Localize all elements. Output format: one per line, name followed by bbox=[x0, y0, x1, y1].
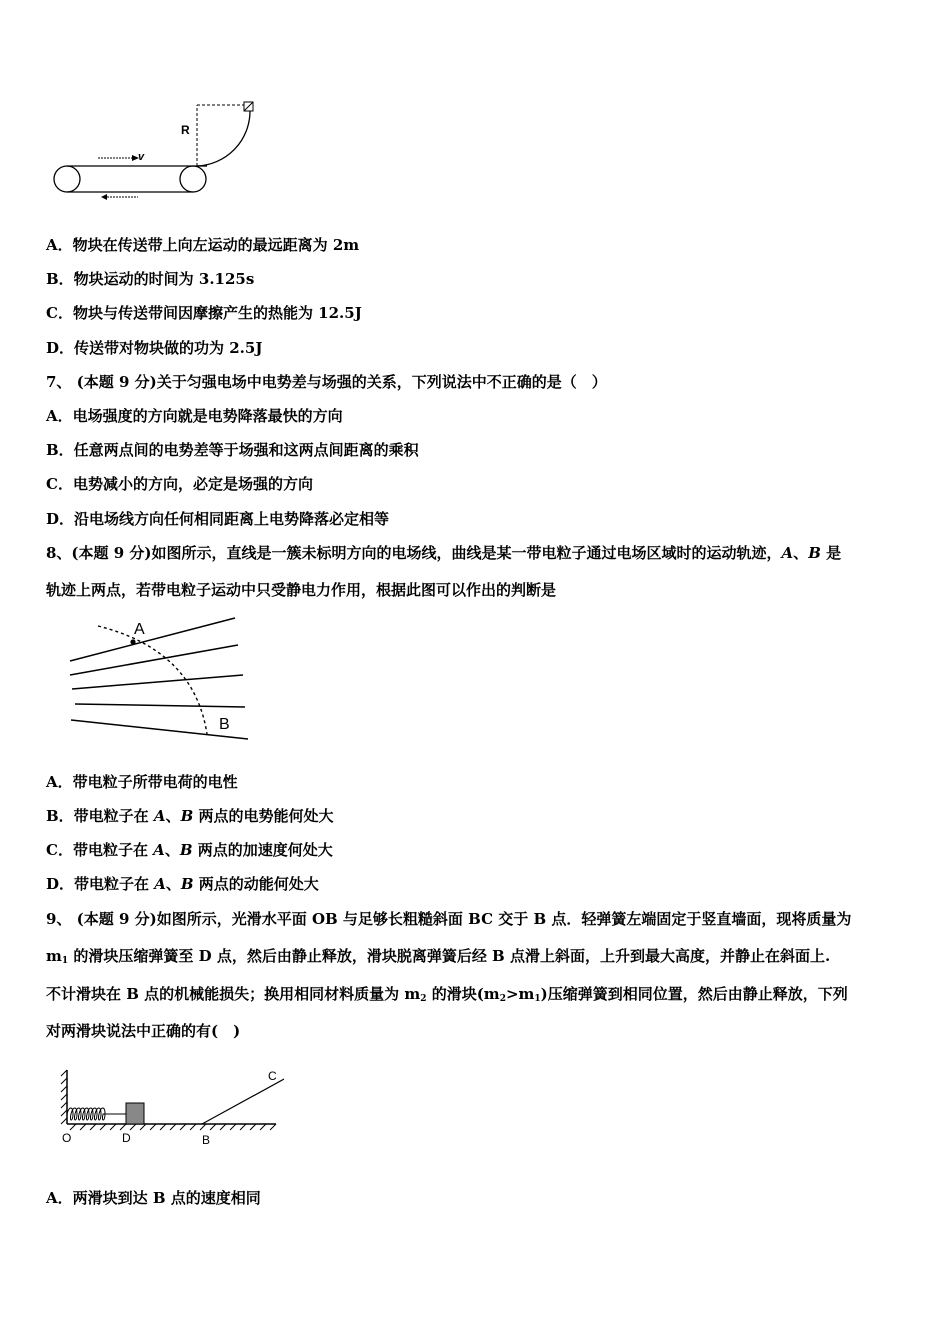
q6-option-c: C．物块与传送带间因摩擦产生的热能为 12.5J bbox=[46, 304, 362, 322]
point-a-dot bbox=[130, 639, 135, 644]
radius-label: R bbox=[181, 123, 190, 137]
slider-block bbox=[126, 1103, 144, 1124]
q8-option-b-post: 两点的电势能何处大 bbox=[193, 807, 334, 825]
separator: 、 bbox=[793, 544, 809, 562]
point-a-label: A bbox=[153, 807, 166, 825]
q8-option-b-pre: B．带电粒子在 bbox=[46, 807, 154, 825]
q7-option-c: C．电势减小的方向，必定是场强的方向 bbox=[46, 475, 313, 493]
point-b-text: B bbox=[219, 716, 230, 733]
subscript-1: 1 bbox=[61, 956, 69, 966]
q7-option-a: A．电场强度的方向就是电势降落最快的方向 bbox=[46, 407, 343, 425]
subscript-2: 2 bbox=[420, 994, 427, 1004]
separator: 、 bbox=[165, 875, 181, 893]
point-a-label: A bbox=[154, 875, 166, 893]
separator: 、 bbox=[165, 807, 181, 825]
point-b-label: B bbox=[808, 544, 821, 562]
q9-stem-line1: 9、 (本题 9 分)如图所示，光滑水平面 OB 与足够长粗糙斜面 BC 交于 B 点．轻弹簧左端固定于竖直墙面，现将质量为 bbox=[46, 910, 852, 928]
q7-option-d: D．沿电场线方向任何相同距离上电势降落必定相等 bbox=[46, 510, 390, 528]
conveyor-belt-figure bbox=[50, 98, 265, 206]
q9-stem-line4: 对两滑块说法中正确的有( ) bbox=[46, 1022, 241, 1040]
q8-option-c-pre: C．带电粒子在 bbox=[46, 841, 154, 859]
point-b-label: B bbox=[180, 807, 194, 825]
subscript-2: 2 bbox=[499, 994, 506, 1004]
label-o: O bbox=[62, 1131, 72, 1145]
q9-stem-line2 bbox=[46, 946, 830, 971]
q7-stem: 7、 (本题 9 分)关于匀强电场中电势差与场强的关系，下列说法中不正确的是（ ） bbox=[46, 373, 607, 391]
top-block-hatch bbox=[244, 102, 253, 111]
q8-stem-tail: 是 bbox=[820, 544, 842, 562]
q8-option-c-post: 两点的加速度何处大 bbox=[192, 841, 333, 859]
separator: 、 bbox=[164, 841, 180, 859]
q8-stem-line2: 轨迹上两点，若带电粒子运动中只受静电力作用，根据此图可以作出的判断是 bbox=[46, 581, 557, 599]
q9-line3-mid: 的滑块(m bbox=[426, 985, 500, 1003]
q8-option-d-pre: D．带电粒子在 bbox=[46, 875, 155, 893]
q6-option-b: B．物块运动的时间为 3.125s bbox=[46, 270, 255, 288]
quarter-circle-track bbox=[197, 111, 250, 166]
q9-line2-rest: 的滑块压缩弹簧至 D 点，然后由静止释放，滑块脱离弹簧后经 B 点滑上斜面，上升到最大高度，并静止在斜面上. bbox=[68, 947, 831, 965]
point-a-text: A bbox=[134, 621, 145, 638]
mass-m: m bbox=[46, 947, 62, 965]
q9-line3-post: )压缩弹簧到相同位置，然后由静止释放，下列 bbox=[540, 985, 848, 1003]
q8-stem-text: 8、(本题 9 分)如图所示，直线是一簇未标明方向的电场线，曲线是某一带电粒子通过电场区域时的运动轨迹， bbox=[46, 544, 782, 562]
left-pulley bbox=[54, 166, 80, 192]
velocity-label: v bbox=[138, 151, 145, 163]
wall-hatch bbox=[61, 1070, 67, 1124]
point-a-label: A bbox=[153, 841, 165, 859]
q6-option-a: A．物块在传送带上向左运动的最远距离为 2m bbox=[46, 236, 360, 254]
point-b-label: B bbox=[179, 841, 193, 859]
point-b-label: B bbox=[180, 875, 194, 893]
q9-stem-line3 bbox=[46, 984, 848, 1009]
return-arrow-head bbox=[101, 194, 107, 200]
ground-hatch bbox=[70, 1124, 276, 1130]
right-pulley bbox=[180, 166, 206, 192]
field-line-4 bbox=[75, 704, 245, 707]
incline-bc bbox=[202, 1078, 284, 1124]
q9-option-a: A．两滑块到达 B 点的速度相同 bbox=[46, 1189, 261, 1207]
field-line-3 bbox=[72, 675, 243, 689]
q8-option-c bbox=[46, 840, 333, 860]
field-line-1 bbox=[70, 618, 235, 661]
spring bbox=[67, 1108, 126, 1120]
label-b: B bbox=[202, 1133, 211, 1147]
q6-option-d: D．传送带对物块做的功为 2.5J bbox=[46, 339, 263, 357]
subscript-1: 1 bbox=[534, 994, 541, 1004]
point-a-label: A bbox=[781, 544, 794, 562]
q9-line3-gt: >m bbox=[505, 985, 535, 1003]
label-d: D bbox=[122, 1131, 131, 1145]
spring-incline-figure bbox=[58, 1066, 284, 1148]
q7-option-b: B．任意两点间的电势差等于场强和这两点间距离的乘积 bbox=[46, 441, 419, 459]
q8-option-b bbox=[46, 806, 333, 826]
q8-option-d-post: 两点的动能何处大 bbox=[193, 875, 319, 893]
q8-stem-line1 bbox=[46, 543, 841, 563]
label-c: C bbox=[268, 1069, 277, 1083]
field-lines-figure bbox=[66, 612, 256, 746]
q9-line3-pre: 不计滑块在 B 点的机械能损失；换用相同材料质量为 m bbox=[46, 985, 421, 1003]
q8-option-a: A．带电粒子所带电荷的电性 bbox=[46, 773, 238, 791]
q8-option-d bbox=[46, 874, 319, 894]
